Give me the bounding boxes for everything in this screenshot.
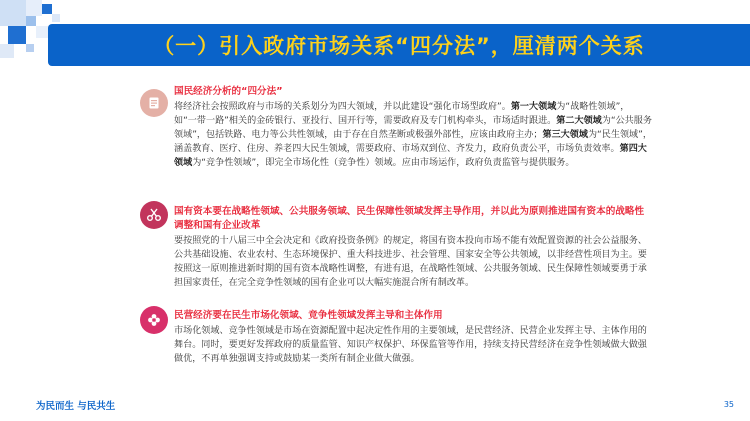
- section-2-icon-badge: [140, 201, 168, 229]
- section-state-capital: [174, 205, 652, 290]
- section-body: [174, 100, 652, 170]
- section-heading: 民营经济要在民生市场化领域、竞争性领域发挥主导和主体作用: [174, 310, 443, 321]
- section-3-icon-badge: [140, 306, 168, 334]
- section-body: [174, 234, 652, 290]
- body-highlight: 第四大领域: [174, 144, 647, 168]
- body-text: 市场化领域、竞争性领域是市场在资源配置中起决定性作用的主要领域，是民营经济、民营企业发挥主导、主体作用的舞台。同时，要更好发挥政府的质量监管、知识产权保护、环保监管等作用，持续支持民营经济在竞争性领域做大做强做优，不再单独强调支持或鼓励某一类所有制企业做大做强。: [174, 326, 647, 364]
- section-heading: 国有资本要在战略性领域、公共服务领域、民生保障性领域发挥主导作用，并以此为原则推进国有资本的战略性调整和国有企业改革: [174, 206, 645, 231]
- scissors-icon: [146, 207, 162, 223]
- body-highlight: 第一大领域: [510, 102, 557, 112]
- title-banner: [48, 24, 750, 66]
- flower-icon: [146, 312, 162, 328]
- page-number: 35: [723, 400, 734, 409]
- body-text: 为“竞争性领域”，即完全市场化性（竞争性）领域。应由市场运作，政府负责监管与提供服务。: [192, 158, 575, 168]
- body-text: 为“民生领域”，涵盖教育、医疗、住房、养老四大民生领域，需要政府、市场双到位、齐发力，政府负责公平，市场负责效率。: [174, 130, 652, 154]
- body-text: 要按照党的十八届三中全会决定和《政府投资条例》的规定，将国有资本投向市场不能有效配置资源的社会公益服务、公共基础设施、农业农村、生态环境保护、重大科技进步、社会管理、国家安全等公共领域，以非经营性项目为主。要按照这一原则推进新时期的国有资本战略性调整，有进有退，在战略性领域、公共服务领域、民生保障性领域要勇于承担国家责任，在完全竞争性领域的国有企业可以大幅实施混合所有制改革。: [174, 236, 647, 288]
- section-four-division: [174, 85, 652, 170]
- body-highlight: 第二大领域: [556, 116, 602, 126]
- section-heading: 国民经济分析的“四分法”: [174, 86, 283, 97]
- slide-title: （一）引入政府市场关系“四分法”，厘清两个关系: [153, 34, 645, 58]
- section-body: [174, 324, 652, 366]
- body-text: 将经济社会按照政府与市场的关系划分为四大领域，并以此建设“强化市场型政府”。: [174, 102, 511, 112]
- document-icon: [147, 96, 161, 110]
- section-private-economy: [174, 309, 652, 366]
- body-highlight: 第三大领域: [542, 130, 588, 140]
- section-1-icon-badge: [140, 89, 168, 117]
- footer-slogan: 为民而生 与民共生: [36, 401, 116, 412]
- body-text: 为“战略性领域”，如“一带一路”相关的金砖银行、亚投行、国开行等，需要政府及专门机构牵头，市场适时跟进。: [174, 102, 630, 126]
- body-text: 为“公共服务领域”，包括铁路、电力等公共性领域，由于存在自然垄断或极强外部性，应该由政府主办；: [174, 116, 652, 140]
